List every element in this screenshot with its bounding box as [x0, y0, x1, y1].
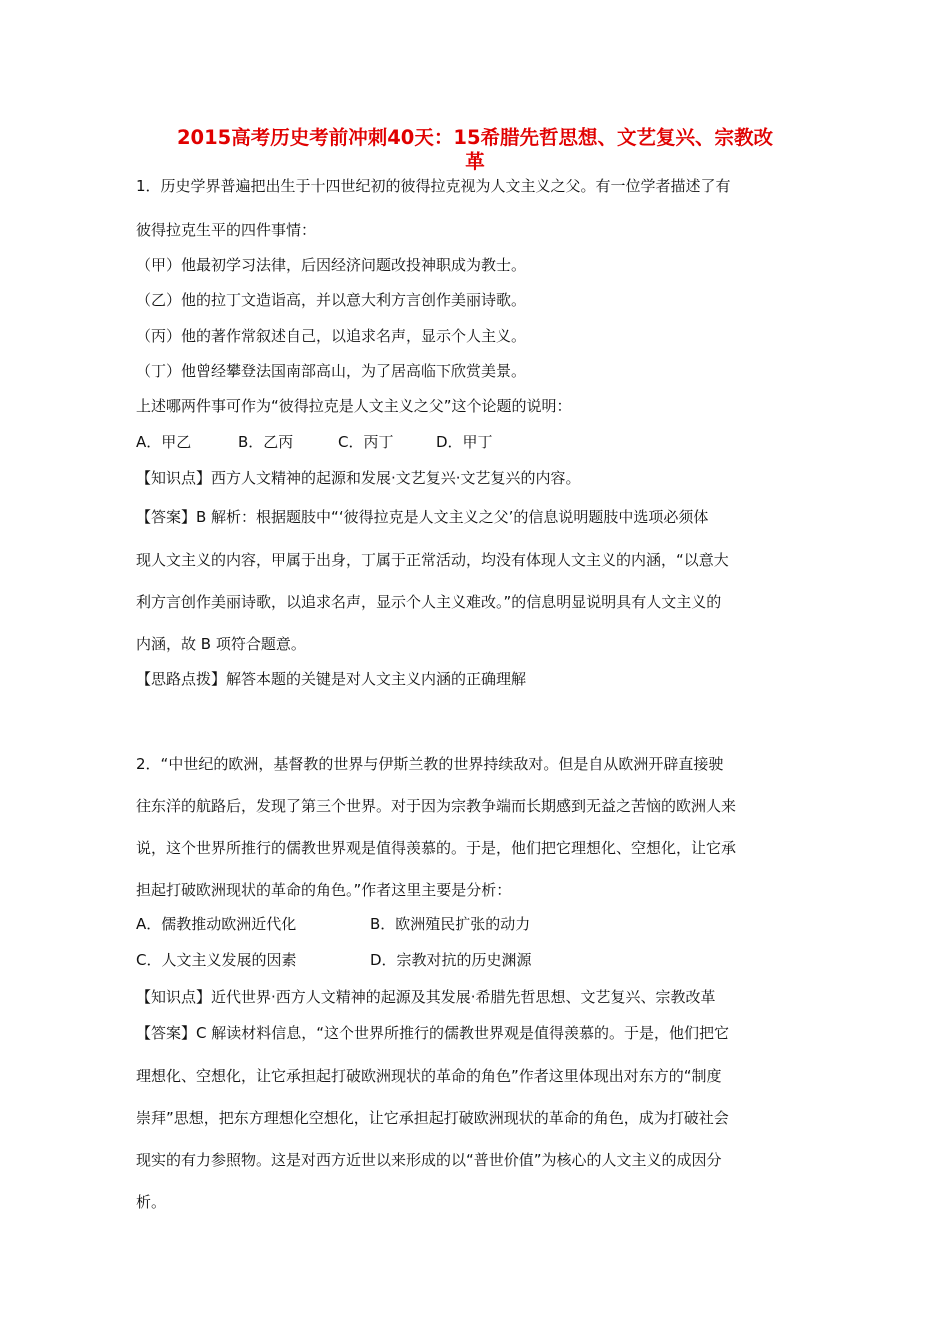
q2-stem-line-1: 2．“中世纪的欧洲，基督教的世界与伊斯兰教的世界持续敌对。但是自从欧洲开辟直接驶 — [136, 755, 724, 773]
q1-answer-line-2: 现人文主义的内容，甲属于出身，丁属于正常活动，均没有体现人文主义的内涵，“以意大 — [136, 551, 729, 569]
q1-item-jia: （甲）他最初学习法律，后因经济问题改投神职成为教士。 — [136, 256, 527, 274]
q2-stem-line-4: 担起打破欧洲现状的革命的角色。”作者这里主要是分析： — [136, 881, 512, 899]
q2-stem-line-2: 往东洋的航路后，发现了第三个世界。对于因为宗教争端而长期感到无益之苦恼的欧洲人来 — [136, 797, 737, 815]
q1-knowledge-point: 【知识点】西方人文精神的起源和发展·文艺复兴·文艺复兴的内容。 — [136, 469, 581, 487]
q1-option-d: D．甲丁 — [436, 433, 493, 451]
q2-option-d: D．宗教对抗的历史渊源 — [370, 951, 532, 969]
title-line-1: 2015高考历史考前冲刺40天：15希腊先哲思想、文艺复兴、宗教改 — [176, 126, 774, 149]
q1-answer-line-1: 【答案】B 解析：根据题肢中“‘彼得拉克是人文主义之父’的信息说明题肢中选项必须体 — [136, 508, 709, 526]
q1-item-yi: （乙）他的拉丁文造诣高，并以意大利方言创作美丽诗歌。 — [136, 291, 527, 309]
q2-knowledge-point: 【知识点】近代世界·西方人文精神的起源及其发展·希腊先哲思想、文艺复兴、宗教改革 — [136, 988, 716, 1006]
q2-answer-line-2: 理想化、空想化，让它承担起打破欧洲现状的革命的角色”作者这里体现出对东方的“制度 — [136, 1067, 722, 1085]
q1-item-bing: （丙）他的著作常叙述自己，以追求名声，显示个人主义。 — [136, 327, 527, 345]
q2-answer-line-5: 析。 — [136, 1193, 167, 1211]
q2-option-b: B．欧洲殖民扩张的动力 — [370, 915, 531, 933]
q2-option-c: C．人文主义发展的因素 — [136, 951, 297, 969]
q1-stem-line-1: 1．历史学界普遍把出生于十四世纪初的彼得拉克视为人文主义之父。有一位学者描述了有 — [136, 177, 731, 195]
q1-item-ding: （丁）他曾经攀登法国南部高山，为了居高临下欣赏美景。 — [136, 362, 527, 380]
q2-answer-line-4: 现实的有力参照物。这是对西方近世以来形成的以“普世价值”为核心的人文主义的成因分 — [136, 1151, 722, 1169]
q2-answer-line-3: 崇拜”思想，把东方理想化空想化，让它承担起打破欧洲现状的革命的角色，成为打破社会 — [136, 1109, 729, 1127]
q1-option-b: B．乙丙 — [238, 433, 294, 451]
q2-answer-line-1: 【答案】C 解读材料信息，“这个世界所推行的儒教世界观是值得羡慕的。于是，他们把它 — [136, 1024, 730, 1042]
q2-option-a: A．儒教推动欧洲近代化 — [136, 915, 297, 933]
q2-stem-line-3: 说，这个世界所推行的儒教世界观是值得羡慕的。于是，他们把它理想化、空想化，让它承 — [136, 839, 737, 857]
q1-answer-line-4: 内涵，故 B 项符合题意。 — [136, 635, 306, 653]
document-title — [120, 126, 830, 174]
q1-option-a: A．甲乙 — [136, 433, 192, 451]
q1-option-c: C．丙丁 — [338, 433, 394, 451]
title-line-2: 革 — [465, 150, 485, 173]
q1-answer-line-3: 利方言创作美丽诗歌，以追求名声，显示个人主义难改。”的信息明显说明具有人文主义的 — [136, 593, 722, 611]
q1-thinking-tip: 【思路点拨】解答本题的关键是对人文主义内涵的正确理解 — [136, 670, 527, 688]
q1-question: 上述哪两件事可作为“彼得拉克是人文主义之父”这个论题的说明： — [136, 397, 572, 415]
q1-stem-line-2: 彼得拉克生平的四件事情： — [136, 221, 317, 239]
